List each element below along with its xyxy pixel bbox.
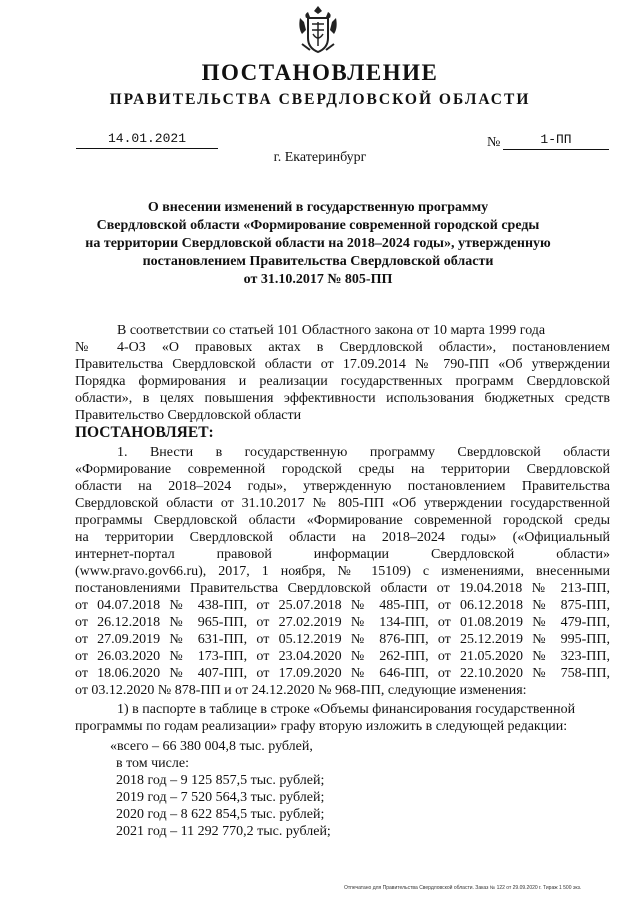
item1-line: области на 2018–2024 годы», утвержденную постановлением Правительства: [75, 479, 610, 494]
coat-of-arms-icon: [296, 4, 340, 56]
item1-line: (www.pravo.gov66.ru), 2017, 1 ноября, № 15109) с изменениями, внесенными: [75, 564, 610, 579]
preamble-line: Правительство Свердловской области: [75, 408, 302, 423]
heading-line: Свердловской области «Формирование современной городской среды: [96, 218, 540, 233]
item1-line: Свердловской области от 31.10.2017 № 805-ПП «Об утверждении государственной: [75, 496, 610, 511]
preamble-line: В соответствии со статьей 101 Областного закона от 10 марта 1999 года: [117, 323, 546, 338]
print-footer-note: Отпечатано для Правительства Свердловской области. Заказ № 122 от 29.09.2020 г. Тираж 1 500 экз.: [344, 885, 582, 891]
item1-line: программы Свердловской области «Формирование современной городской среды: [75, 513, 610, 528]
item1-line: от 26.03.2020 № 173-ПП, от 23.04.2020 № 262-ПП, от 21.05.2020 № 323-ПП,: [75, 649, 610, 664]
amount-line: 2019 год – 7 520 564,3 тыс. рублей;: [116, 790, 325, 805]
item1-line: интернет-портал правовой информации Свердловской области»: [75, 547, 610, 562]
subitem1-line: 1) в паспорте в таблице в строке «Объемы финансирования государственной: [117, 702, 576, 717]
resolves-word: ПОСТАНОВЛЯЕТ:: [75, 424, 214, 441]
item1-line: от 27.09.2019 № 631-ПП, от 05.12.2019 № 876-ПП, от 25.12.2019 № 995-ПП,: [75, 632, 610, 647]
item1-line: от 26.12.2018 № 965-ПП, от 27.02.2019 № 134-ПП, от 01.08.2019 № 479-ПП,: [75, 615, 610, 630]
heading-line: на территории Свердловской области на 2018–2024 годы», утвержденную: [85, 236, 551, 251]
subitem1-line: программы по годам реализации» графу вторую изложить в следующей редакции:: [75, 719, 568, 734]
preamble-line: Правительства Свердловской области от 17.09.2014 № 790-ПП «Об утверждении: [75, 357, 610, 372]
city: г. Екатеринбург: [273, 150, 367, 165]
item1-line: от 18.06.2020 № 407-ПП, от 17.09.2020 № 646-ПП, от 22.10.2020 № 758-ПП,: [75, 666, 610, 681]
heading-line: О внесении изменений в государственную программу: [147, 200, 489, 215]
preamble-line: Порядка формирования и реализации государственных программ Свердловской: [75, 374, 610, 389]
document-date: 14.01.2021: [76, 130, 218, 149]
amount-line: 2020 год – 8 622 854,5 тыс. рублей;: [116, 807, 325, 822]
number-label: №: [487, 135, 501, 150]
amount-line: 2021 год – 11 292 770,2 тыс. рублей;: [116, 824, 331, 839]
amount-line: «всего – 66 380 004,8 тыс. рублей,: [110, 739, 313, 754]
document-type-title: ПОСТАНОВЛЕНИЕ: [201, 60, 439, 85]
preamble-line: № 4-ОЗ «О правовых актах в Свердловской области», постановлением: [75, 340, 610, 355]
item1-line: 1. Внести в государственную программу Свердловской области: [117, 445, 610, 460]
item1-line: «Формирование современной городской среды на территории Свердловской: [75, 462, 610, 477]
heading-line: постановлением Правительства Свердловской области: [142, 254, 494, 269]
heading-line: от 31.10.2017 № 805-ПП: [243, 272, 393, 287]
document-number: 1-ПП: [503, 131, 609, 150]
amount-line: в том числе:: [116, 756, 189, 771]
item1-line: на территории Свердловской области на 2018–2024 годы» («Официальный: [75, 530, 610, 545]
document-heading: [70, 199, 566, 289]
item1-line: от 04.07.2018 № 438-ПП, от 25.07.2018 № 485-ПП, от 06.12.2018 № 875-ПП,: [75, 598, 610, 613]
issuing-authority: ПРАВИТЕЛЬСТВА СВЕРДЛОВСКОЙ ОБЛАСТИ: [109, 91, 531, 108]
amount-line: 2018 год – 9 125 857,5 тыс. рублей;: [116, 773, 325, 788]
item1-line: постановлениями Правительства Свердловской области от 19.04.2018 № 213-ПП,: [75, 581, 610, 596]
preamble-line: области», в целях повышения эффективности использования бюджетных средств: [75, 391, 610, 406]
item1-line: от 03.12.2020 № 878-ПП и от 24.12.2020 № 968-ПП, следующие изменения:: [75, 683, 527, 698]
